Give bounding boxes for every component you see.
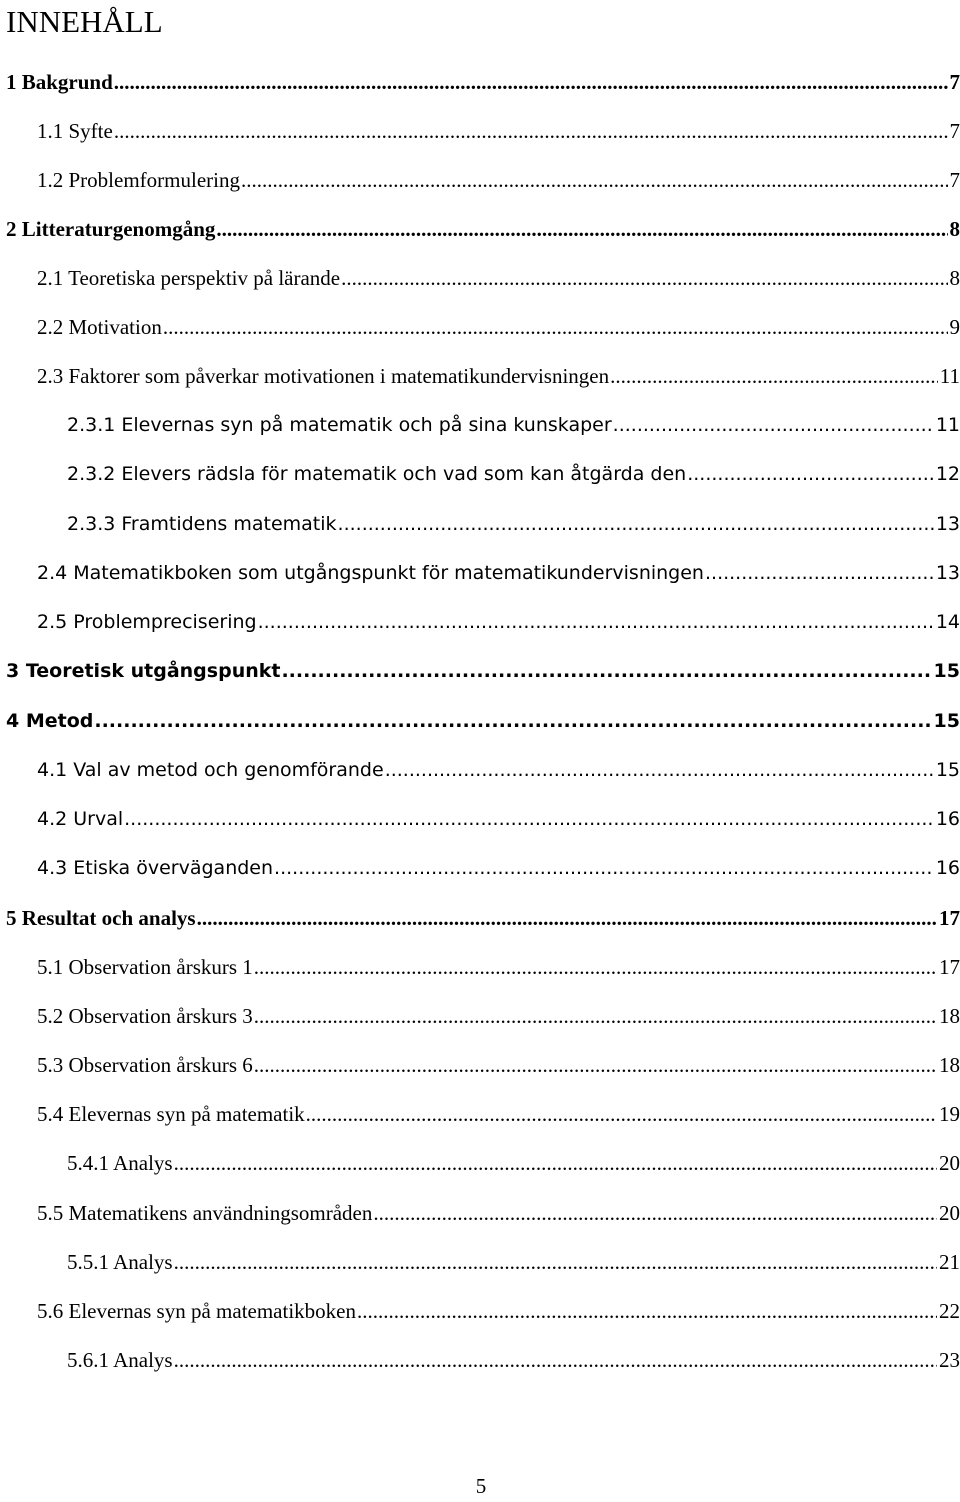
toc-entry-label: 2.2 Motivation <box>37 315 162 339</box>
toc-entry-label: 5.1 Observation årskurs 1 <box>37 955 253 979</box>
toc-entry[interactable] <box>37 952 960 982</box>
toc-entry-label: 5 Resultat och analys <box>6 906 196 930</box>
toc-entry[interactable] <box>67 509 960 539</box>
toc-dot-leader <box>274 853 934 883</box>
toc-entry-label: 5.2 Observation årskurs 3 <box>37 1004 253 1028</box>
toc-page-number: 18 <box>939 1004 960 1028</box>
toc-dot-leader <box>254 1001 937 1031</box>
toc-dot-leader <box>341 263 947 293</box>
toc-entry[interactable] <box>37 1001 960 1031</box>
toc-entry[interactable] <box>37 1198 960 1228</box>
toc-dot-leader <box>338 509 934 539</box>
toc-dot-leader <box>94 706 931 736</box>
toc-entry[interactable] <box>37 361 960 391</box>
toc-entry-label: 5.4 Elevernas syn på matematik <box>37 1102 305 1126</box>
toc-entry[interactable] <box>37 558 960 588</box>
toc-dot-leader <box>687 459 934 489</box>
toc-entry-label: 5.5.1 Analys <box>67 1250 173 1274</box>
toc-page-number: 8 <box>949 266 960 290</box>
toc-dot-leader <box>216 214 947 244</box>
toc-page-number: 19 <box>939 1102 960 1126</box>
toc-dot-leader <box>705 558 934 588</box>
page-number: 5 <box>475 1474 487 1498</box>
toc-page-number: 9 <box>949 315 960 339</box>
toc-dot-leader <box>174 1247 937 1277</box>
toc-entry[interactable] <box>6 67 960 97</box>
toc-dot-leader <box>163 312 948 342</box>
toc-page-number: 12 <box>935 463 960 485</box>
toc-dot-leader <box>357 1296 937 1326</box>
toc-page-number: 16 <box>935 857 960 879</box>
toc-entry-label: 2.3.3 Framtidens matematik <box>67 513 337 535</box>
toc-dot-leader <box>114 67 948 97</box>
toc-entry-label: 2.4 Matematikboken som utgångspunkt för matematikundervisningen <box>37 562 704 584</box>
toc-heading: INNEHÅLL <box>6 4 163 39</box>
toc-entry-label: 2.3.2 Elevers rädsla för matematik och vad som kan åtgärda den <box>67 463 687 485</box>
toc-entry[interactable] <box>6 214 960 244</box>
toc-page-number: 15 <box>935 759 960 781</box>
toc-dot-leader <box>385 755 934 785</box>
toc-entry[interactable] <box>37 263 960 293</box>
toc-dot-leader <box>281 656 931 686</box>
toc-entry-label: 4 Metod <box>6 710 94 732</box>
toc-page-number: 14 <box>935 611 960 633</box>
toc-entry-label: 2.3 Faktorer som påverkar motivationen i matematikundervisningen <box>37 364 610 388</box>
toc-entry[interactable] <box>37 165 960 195</box>
toc-entry-label: 2.3.1 Elevernas syn på matematik och på sina kunskaper <box>67 414 612 436</box>
toc-entry-label: 4.1 Val av metod och genomförande <box>37 759 384 781</box>
toc-entry-label: 1.1 Syfte <box>37 119 113 143</box>
toc-page-number: 23 <box>939 1348 960 1372</box>
toc-entry-label: 5.6 Elevernas syn på matematikboken <box>37 1299 356 1323</box>
toc-dot-leader <box>241 165 948 195</box>
toc-page-number: 7 <box>949 119 960 143</box>
toc-entry[interactable] <box>37 116 960 146</box>
toc-page-number: 7 <box>949 168 960 192</box>
toc-entry-label: 5.6.1 Analys <box>67 1348 173 1372</box>
toc-dot-leader <box>610 361 938 391</box>
toc-dot-leader <box>254 952 937 982</box>
toc-page-number: 8 <box>949 217 960 241</box>
toc-page-number: 11 <box>939 364 960 388</box>
toc-dot-leader <box>258 607 934 637</box>
toc-entry[interactable] <box>67 1345 960 1375</box>
toc-dot-leader <box>306 1099 937 1129</box>
toc-dot-leader <box>174 1345 937 1375</box>
toc-entry[interactable] <box>6 656 960 686</box>
toc-entry-label: 2 Litteraturgenomgång <box>6 217 216 241</box>
toc-page-number: 17 <box>939 955 960 979</box>
toc-page-number: 7 <box>949 70 960 94</box>
toc-entry[interactable] <box>37 312 960 342</box>
toc-entry[interactable] <box>6 706 960 736</box>
toc-entry[interactable] <box>37 853 960 883</box>
toc-dot-leader <box>124 804 934 834</box>
toc-entry[interactable] <box>37 755 960 785</box>
toc-page-number: 17 <box>939 906 960 930</box>
toc-page-number: 21 <box>939 1250 960 1274</box>
toc-page-number: 15 <box>933 660 960 682</box>
toc-dot-leader <box>174 1148 937 1178</box>
toc-entry-label: 1 Bakgrund <box>6 70 113 94</box>
toc-entry[interactable] <box>67 410 960 440</box>
toc-page-number: 22 <box>939 1299 960 1323</box>
toc-page-number: 15 <box>933 710 960 732</box>
toc-page-number: 20 <box>939 1201 960 1225</box>
toc-entry-label: 1.2 Problemformulering <box>37 168 240 192</box>
toc-page-number: 20 <box>939 1151 960 1175</box>
toc-entry[interactable] <box>37 1050 960 1080</box>
toc-entry[interactable] <box>37 1099 960 1129</box>
toc-entry[interactable] <box>67 1247 960 1277</box>
toc-dot-leader <box>373 1198 937 1228</box>
toc-page-number: 16 <box>935 808 960 830</box>
toc-entry[interactable] <box>37 1296 960 1326</box>
toc-entry-label: 4.3 Etiska överväganden <box>37 857 274 879</box>
toc-entry[interactable] <box>67 1148 960 1178</box>
toc-entry-label: 2.1 Teoretiska perspektiv på lärande <box>37 266 341 290</box>
toc-dot-leader <box>197 903 937 933</box>
toc-page-number: 13 <box>935 513 960 535</box>
toc-entry-label: 5.4.1 Analys <box>67 1151 173 1175</box>
toc-page-number: 18 <box>939 1053 960 1077</box>
toc-entry[interactable] <box>37 804 960 834</box>
toc-entry-label: 2.5 Problemprecisering <box>37 611 257 633</box>
toc-entry[interactable] <box>37 607 960 637</box>
toc-entry-label: 5.5 Matematikens användningsområden <box>37 1201 373 1225</box>
toc-entry[interactable] <box>67 459 960 489</box>
toc-page-number: 13 <box>935 562 960 584</box>
toc-entry-label: 3 Teoretisk utgångspunkt <box>6 660 281 682</box>
toc-entry[interactable] <box>6 903 960 933</box>
toc-dot-leader <box>114 116 948 146</box>
toc-dot-leader <box>613 410 934 440</box>
toc-page-number: 11 <box>935 414 960 436</box>
toc-dot-leader <box>254 1050 937 1080</box>
toc-entry-label: 4.2 Urval <box>37 808 124 830</box>
toc-entry-label: 5.3 Observation årskurs 6 <box>37 1053 253 1077</box>
